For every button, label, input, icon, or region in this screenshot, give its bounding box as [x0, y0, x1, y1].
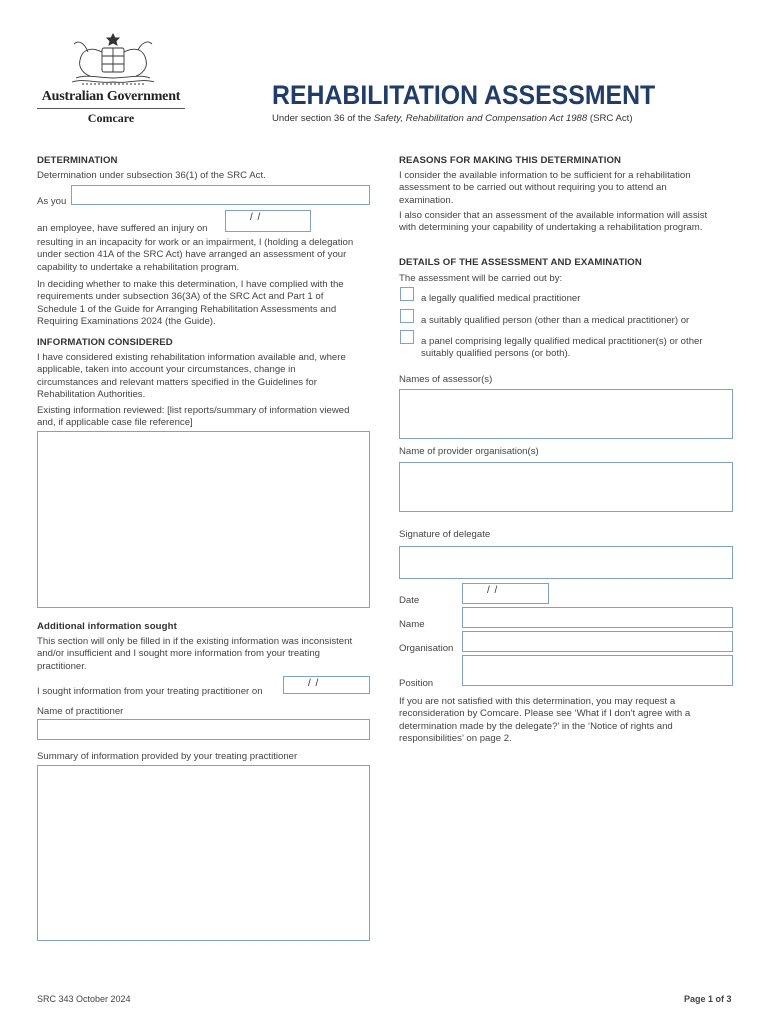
- page-subtitle: Under section 36 of the Safety, Rehabilitation and Compensation Act 1988 (SRC Act): [272, 113, 633, 124]
- provider-label: Name of provider organisation(s): [399, 446, 539, 457]
- determination-heading: DETERMINATION: [37, 155, 118, 166]
- option-qualified-person-checkbox[interactable]: [400, 309, 414, 323]
- information-heading: INFORMATION CONSIDERED: [37, 337, 173, 348]
- page-number: Page 1 of 3: [684, 994, 732, 1004]
- form-code: SRC 343 October 2024: [37, 994, 131, 1004]
- signature-field[interactable]: [399, 546, 733, 579]
- wordmark-divider: [37, 108, 185, 109]
- agency-name: Comcare: [87, 111, 135, 125]
- summary-label: Summary of information provided by your treating practitioner: [37, 751, 298, 762]
- information-para2: Existing information reviewed: [list reports/summary of information viewed and, if applicable case file reference]: [37, 405, 350, 429]
- option-panel-label: a panel comprising legally qualified medical practitioner(s) or other suitably qualified persons (or both).: [421, 336, 703, 360]
- additional-info-heading: Additional information sought: [37, 621, 177, 632]
- sought-info-date-field[interactable]: / /: [283, 676, 370, 694]
- option-qualified-person-label: a suitably qualified person (other than a medical practitioner) or: [421, 315, 690, 326]
- signature-label: Signature of delegate: [399, 529, 491, 540]
- delegate-date-field[interactable]: / /: [462, 583, 549, 604]
- summary-field[interactable]: [37, 765, 370, 941]
- determination-intro: Determination under subsection 36(1) of the SRC Act.: [37, 170, 266, 181]
- injury-date-field[interactable]: / /: [225, 210, 311, 232]
- act-name: Safety, Rehabilitation and Compensation Act 1988: [373, 113, 588, 124]
- reasons-heading: REASONS FOR MAKING THIS DETERMINATION: [399, 155, 622, 166]
- sought-info-label: I sought information from your treating practitioner on: [37, 686, 263, 697]
- reasons-para2: I also consider that an assessment of the available information will assist with determining your capability of undertaking a rehabilitation program.: [399, 210, 708, 234]
- practitioner-name-field[interactable]: [37, 719, 370, 740]
- information-para1: I have considered existing rehabilitation information available and, where applicable, taken into account your circumstances, change in circumstances and relevant matters specified in the Guidelines for Rehabilitation Authorities.: [37, 352, 346, 400]
- existing-information-field[interactable]: [37, 431, 370, 608]
- name-label: Name: [399, 619, 425, 630]
- option-panel-checkbox[interactable]: [400, 330, 414, 344]
- assessors-field[interactable]: [399, 389, 733, 439]
- page-title: REHABILITATION ASSESSMENT: [272, 80, 656, 110]
- additional-info-para: This section will only be filled in if the existing information was inconsistent and/or insufficient and I sought more information from your treating practitioner.: [37, 636, 353, 672]
- date-label: Date: [399, 595, 420, 606]
- details-intro: The assessment will be carried out by:: [399, 273, 563, 284]
- option-medical-practitioner-label: a legally qualified medical practitioner: [421, 293, 581, 304]
- assessors-label: Names of assessor(s): [399, 374, 493, 385]
- organisation-label: Organisation: [399, 643, 454, 654]
- practitioner-label: Name of practitioner: [37, 706, 124, 717]
- government-wordmark: Australian Government: [41, 89, 181, 104]
- position-field[interactable]: [462, 655, 733, 686]
- coat-of-arms-logo: [66, 32, 160, 90]
- reasons-para1: I consider the available information to be sufficient for a rehabilitation assessment to be carried out without requiring you to attend an examination.: [399, 170, 691, 206]
- details-heading: DETAILS OF THE ASSESSMENT AND EXAMINATION: [399, 257, 642, 268]
- injury-date-label: an employee, have suffered an injury on: [37, 223, 208, 234]
- provider-field[interactable]: [399, 462, 733, 512]
- option-medical-practitioner-checkbox[interactable]: [400, 287, 414, 301]
- determination-para1: resulting in an incapacity for work or an impairment, I (holding a delegation under section 41A of the SRC Act) have arranged an assessment of your capability to undertake a rehabilitation program.: [37, 237, 354, 273]
- organisation-field[interactable]: [462, 631, 733, 652]
- position-label: Position: [399, 678, 434, 689]
- reconsideration-note: If you are not satisfied with this determination, you may request a reconsideration by Comcare. Please see ‘What if I don’t agree with a determination made by the delegate?’ in the ‘Notice of rights and responsibilities’ on page 2.: [399, 696, 691, 744]
- determination-para2: In deciding whether to make this determination, I have complied with the requirements under subsection 36(3A) of the SRC Act and Part 1 of Schedule 1 of the Guide for Arranging Rehabilitation Assessments and Requiring Examinations 2024 (the Guide).: [37, 279, 344, 327]
- employee-name-field[interactable]: [71, 185, 370, 205]
- as-you-label: As you: [37, 196, 67, 207]
- delegate-name-field[interactable]: [462, 607, 733, 628]
